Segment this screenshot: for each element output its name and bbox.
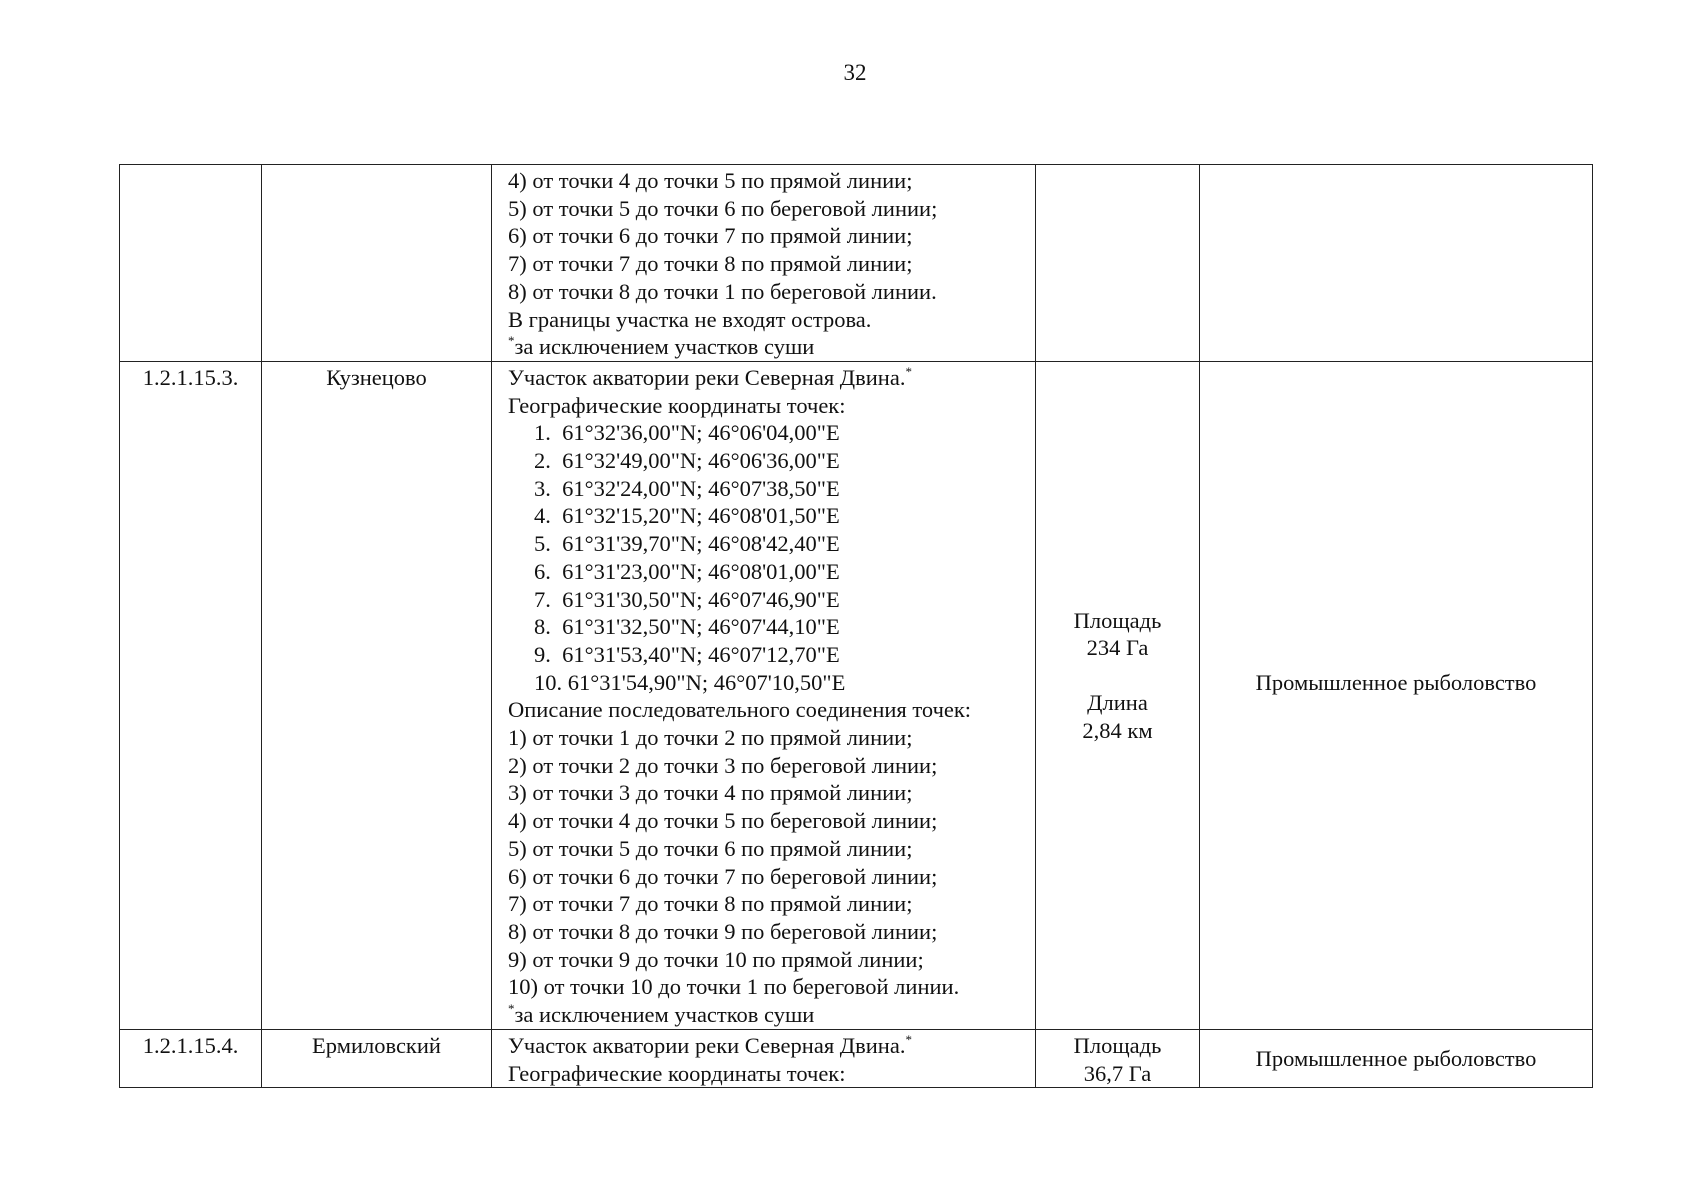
footnote-mark: * [508, 333, 515, 349]
length-value: 2,84 км [1082, 717, 1153, 743]
usage-text: Промышленное рыболовство [1255, 1045, 1537, 1071]
parameters-cell [1036, 361, 1200, 1029]
connection-heading: Описание последовательного соединения точек: [508, 697, 972, 723]
coords-heading: Географические координаты точек: [508, 1060, 846, 1086]
coordinate-item: 5. 61°31'39,70"N; 46°08'42,40"E [534, 531, 840, 557]
footnote: *за исключением участков суши [508, 1001, 815, 1028]
connection-line: 3) от точки 3 до точки 4 по прямой линии; [508, 780, 913, 806]
row-number-cell: 1.2.1.15.3. [120, 361, 262, 1029]
footnote-mark: * [508, 1001, 515, 1017]
site-name-cell: Ермиловский [262, 1029, 492, 1087]
area-title: Участок акватории реки Северная Двина.* [508, 1031, 912, 1058]
row-number-cell: 1.2.1.15.4. [120, 1029, 262, 1087]
area-title: Участок акватории реки Северная Двина.* [508, 363, 912, 390]
usage-cell [1200, 165, 1593, 362]
coordinate-item: 3. 61°32'24,00"N; 46°07'38,50"E [534, 475, 840, 501]
connection-line: 7) от точки 7 до точки 8 по прямой линии; [508, 251, 913, 277]
page-number: 32 [843, 60, 867, 85]
connection-line: 5) от точки 5 до точки 6 по береговой линии; [508, 195, 938, 221]
connection-line: 6) от точки 6 до точки 7 по береговой линии; [508, 863, 938, 889]
area-label: Площадь [1073, 1032, 1162, 1058]
usage-cell [1200, 1029, 1593, 1087]
area-value: 36,7 Га [1083, 1060, 1152, 1086]
connection-line: 4) от точки 4 до точки 5 по прямой линии; [508, 168, 913, 193]
area-label: Площадь [1073, 607, 1162, 633]
boundary-description-cell [492, 1029, 1036, 1087]
site-name-cell: Кузнецово [262, 361, 492, 1029]
coordinate-item: 2. 61°32'49,00"N; 46°06'36,00"E [534, 448, 840, 474]
usage-text: Промышленное рыболовство [1255, 669, 1537, 695]
connection-line: 4) от точки 4 до точки 5 по береговой линии; [508, 808, 938, 834]
connection-line: 2) от точки 2 до точки 3 по береговой линии; [508, 752, 938, 778]
coordinate-item: 6. 61°31'23,00"N; 46°08'01,00"E [534, 558, 840, 584]
footnote: *за исключением участков суши [508, 333, 815, 360]
row-number-cell [120, 165, 262, 362]
connection-line: 7) от точки 7 до точки 8 по прямой линии; [508, 891, 913, 917]
table-row [120, 165, 1593, 362]
coordinate-item: 8. 61°31'32,50"N; 46°07'44,10"E [534, 614, 840, 640]
coords-heading: Географические координаты точек: [508, 392, 846, 418]
table-row [120, 1029, 1593, 1087]
fishing-areas-table [119, 164, 1593, 1088]
coordinate-item: 1. 61°32'36,00"N; 46°06'04,00"E [534, 420, 840, 446]
connection-line: 8) от точки 8 до точки 9 по береговой линии; [508, 918, 938, 944]
footnote-mark: * [905, 363, 912, 379]
coordinate-item: 10. 61°31'54,90"N; 46°07'10,50"E [534, 669, 846, 695]
usage-cell [1200, 361, 1593, 1029]
coordinate-item: 7. 61°31'30,50"N; 46°07'46,90"E [534, 586, 840, 612]
islands-note: В границы участка не входят острова. [508, 306, 872, 332]
table-row [120, 361, 1593, 1029]
length-label: Длина [1087, 689, 1148, 715]
connection-line: 9) от точки 9 до точки 10 по прямой линии; [508, 946, 924, 972]
coordinate-item: 9. 61°31'53,40"N; 46°07'12,70"E [534, 641, 840, 667]
connection-line: 10) от точки 10 до точки 1 по береговой линии. [508, 974, 960, 1000]
boundary-description-cell [492, 361, 1036, 1029]
parameters-cell [1036, 165, 1200, 362]
area-value: 234 Га [1086, 635, 1149, 661]
coordinate-item: 4. 61°32'15,20"N; 46°08'01,50"E [534, 503, 840, 529]
parameters-cell [1036, 1029, 1200, 1087]
footnote-mark: * [905, 1031, 912, 1047]
site-name-cell [262, 165, 492, 362]
connection-line: 5) от точки 5 до точки 6 по прямой линии; [508, 835, 913, 861]
connection-line: 8) от точки 8 до точки 1 по береговой линии. [508, 278, 937, 304]
connection-line: 6) от точки 6 до точки 7 по прямой линии; [508, 223, 913, 249]
connection-line: 1) от точки 1 до точки 2 по прямой линии; [508, 725, 913, 751]
boundary-description-cell [492, 165, 1036, 362]
